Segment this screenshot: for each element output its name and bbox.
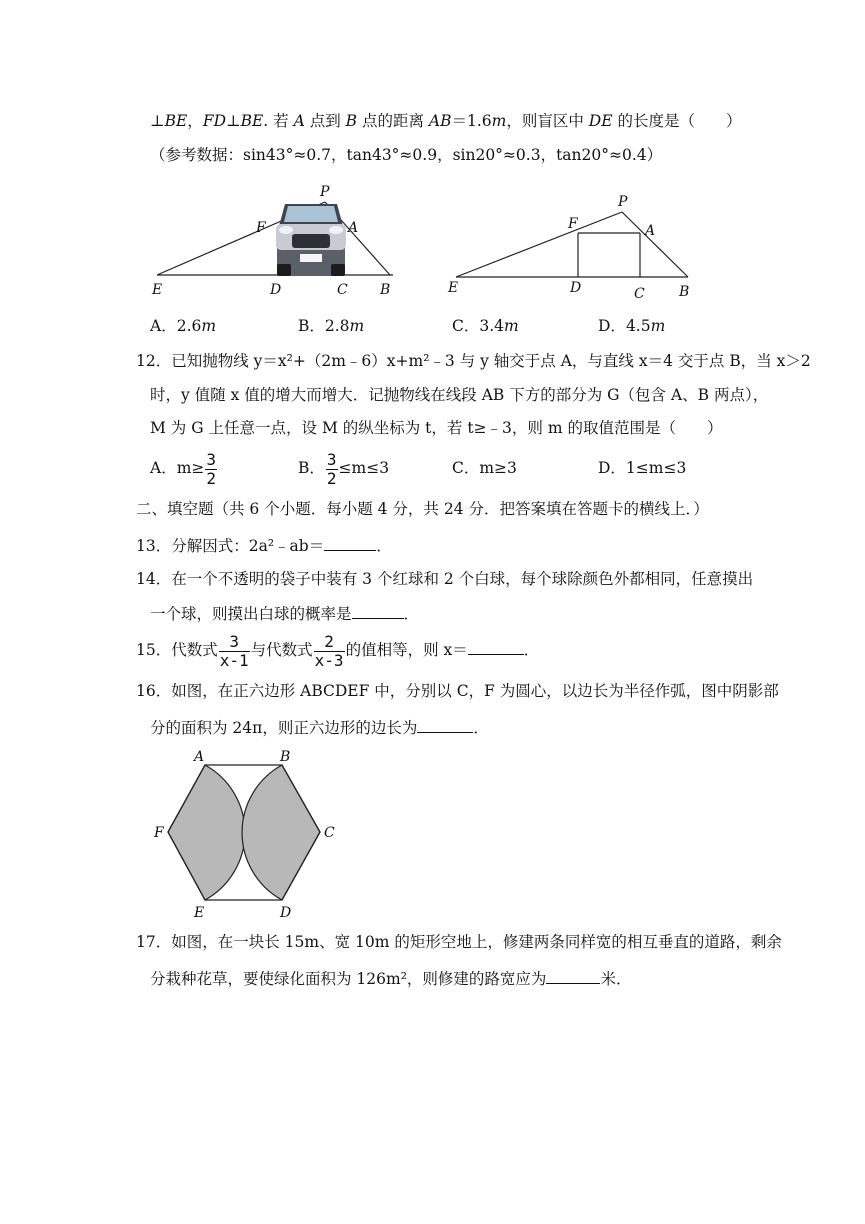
label-D: D — [570, 280, 582, 296]
section-heading: 二、填空题（共 6 个小题．每小题 4 分，共 24 分．把答案填在答题卡的横线上．） — [136, 500, 709, 518]
q13: 13．分解因式：2a²﹣ab＝ ． — [136, 534, 392, 556]
label-F: F — [568, 216, 578, 232]
q12-line-3: M 为 G 上任意一点，设 M 的纵坐标为 t，若 t≥﹣3，则 m 的取值范围是（ ） — [150, 419, 723, 437]
q17-line-1: 17．如图，在一块长 15m、宽 10m 的矩形空地上，修建两条同样宽的相互垂直的道路，剩余 — [136, 933, 782, 951]
fraction: $\frac{3}{2}$ — [206, 449, 217, 488]
q12-option-c: C．m≥3 — [452, 459, 517, 477]
label-B: B — [280, 749, 291, 765]
q16-hexagon-figure — [150, 745, 350, 925]
answer-blank[interactable] — [468, 638, 524, 655]
label-C: C — [324, 825, 335, 841]
q12-option-a: A．m≥ $\frac{3}{2}$ — [150, 449, 217, 488]
answer-blank[interactable] — [417, 716, 473, 733]
label-E: E — [152, 282, 163, 298]
q16-line-1: 16．如图，在正六边形 ABCDEF 中，分别以 C，F 为圆心，以边长为半径作弧，图中阴影部 — [136, 682, 779, 700]
q11-reference-data: （参考数据：sin43°≈0.7，tan43°≈0.9，sin20°≈0.3，tan20°≈0.4） — [150, 146, 663, 164]
q12-option-d: D．1≤m≤3 — [598, 459, 687, 477]
q15: 15．代数式 $\frac{3}{x-1}$ 与代数式 $\frac{2}{x-3}$ 的值相等，则 x＝ ． — [136, 631, 540, 670]
q12-line-1: 12．已知抛物线 y＝x²+（2m﹣6）x+m²﹣3 与 y 轴交于点 A，与直线 x＝4 交于点 B，当 x＞2 — [136, 352, 811, 370]
q14-line-2: 一个球，则摸出白球的概率是 ． — [150, 602, 419, 624]
label-P: P — [618, 194, 628, 210]
answer-blank[interactable] — [352, 602, 404, 619]
q11-option-d: D．4.5m — [598, 317, 666, 335]
q11-option-b: B．2.8m — [298, 317, 365, 335]
label-F: F — [154, 825, 164, 841]
q11-geometry-figure — [444, 190, 704, 302]
label-F: F — [256, 220, 266, 236]
label-P: P — [320, 184, 330, 200]
q11-car-figure — [140, 182, 410, 302]
q17-line-2: 分栽种花草，要使绿化面积为 126m²，则修建的路宽应为 米． — [150, 967, 631, 989]
q16-line-2: 分的面积为 24π，则正六边形的边长为 ． — [150, 716, 489, 738]
car-icon — [276, 204, 346, 276]
label-D: D — [270, 282, 282, 298]
label-E: E — [194, 905, 205, 921]
q11-line-1: ⊥BE，FD⊥BE. 若 A 点到 B 点的距离 AB＝1.6m，则盲区中 DE 的长度是（ ） — [150, 112, 742, 130]
label-C: C — [634, 286, 645, 302]
label-B: B — [679, 284, 690, 300]
label-B: B — [380, 282, 391, 298]
label-C: C — [337, 282, 348, 298]
label-D: D — [280, 905, 292, 921]
q12-line-2: 时，y 值随 x 值的增大而增大．记抛物线在线段 AB 下方的部分为 G（包含 A、B 两点）， — [150, 386, 769, 404]
fraction: $\frac{3}{x-1}$ — [219, 631, 249, 670]
answer-blank[interactable] — [546, 967, 600, 984]
q11-option-a: A．2.6m — [150, 317, 217, 335]
label-A: A — [194, 749, 205, 765]
q11-option-c: C．3.4m — [452, 317, 519, 335]
q12-option-b: B． $\frac{3}{2}$ ≤m≤3 — [298, 449, 390, 488]
fraction: $\frac{2}{x-3}$ — [314, 631, 344, 670]
label-A: A — [645, 223, 656, 239]
answer-blank[interactable] — [324, 534, 376, 551]
fraction: $\frac{3}{2}$ — [326, 449, 337, 488]
label-A: A — [348, 220, 359, 236]
q14-line-1: 14．在一个不透明的袋子中装有 3 个红球和 2 个白球，每个球除颜色外都相同，任意摸出 — [136, 570, 754, 588]
label-E: E — [448, 280, 459, 296]
